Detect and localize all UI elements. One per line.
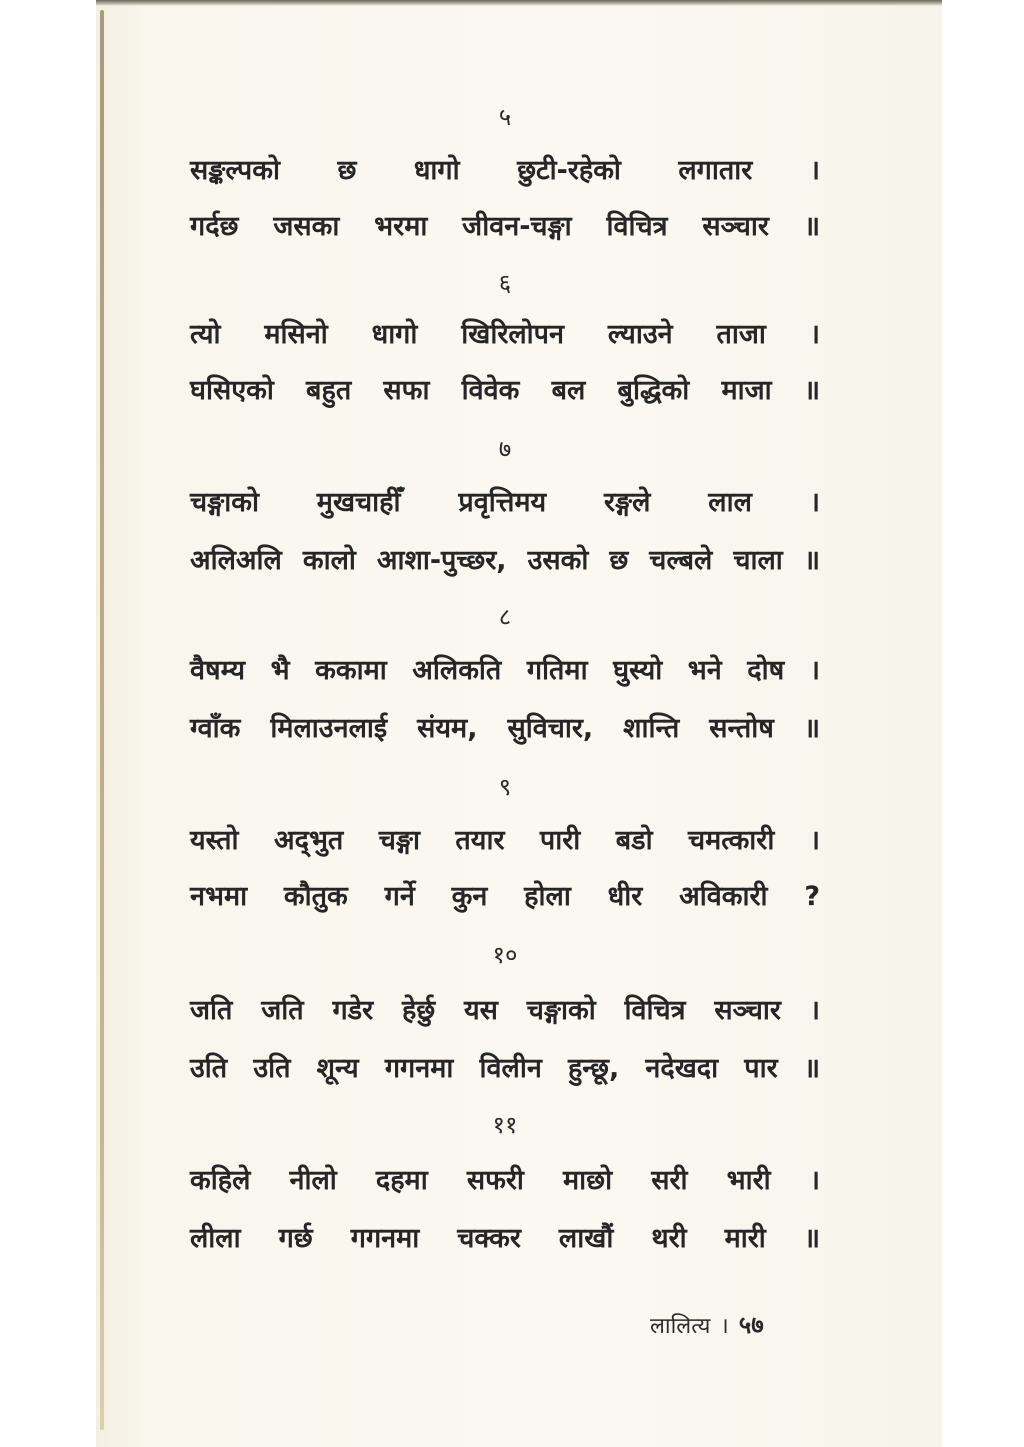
verse-number: ६: [498, 269, 512, 297]
verse-number: ७: [498, 435, 512, 463]
verse-line: त्यो मसिनो धागो खिरिलोपन ल्याउने ताजा ।: [190, 319, 820, 350]
verse-line: यस्तो अद्‌भुत चङ्गा तयार पारी बडो चमत्कारी ।: [190, 825, 820, 856]
verse-line: ग्वाँक मिलाउनलाई संयम, सुविचार, शान्ति सन्तोष ॥: [190, 713, 820, 744]
verse-line: सङ्कल्पको छ धागो छुटी-रहेको लगातार ।: [190, 155, 820, 186]
page-number: ५७: [738, 1311, 764, 1339]
verse-line: जति जति गडेर हेर्छु यस चङ्गाको विचित्र सञ्चार ।: [190, 995, 820, 1026]
verse-line: वैषम्य भै ककामा अलिकति गतिमा घुस्यो भने दोष ।: [190, 655, 820, 686]
verse-line: लीला गर्छ गगनमा चक्कर लाखौं थरी मारी ॥: [190, 1223, 820, 1254]
verse-number: ११: [492, 1111, 518, 1139]
verse-line: नभमा कौतुक गर्ने कुन होला धीर अविकारी ?: [190, 881, 820, 912]
verse-number: ९: [498, 773, 512, 801]
footer-separator: ।: [720, 1314, 729, 1339]
page-top-edge: [96, 0, 942, 6]
verse-line: चङ्गाको मुखचाहीँ प्रवृत्तिमय रङ्गले लाल ।: [190, 487, 820, 518]
verse-number: ८: [498, 603, 512, 631]
verse-number: १०: [492, 941, 518, 969]
page-footer: [650, 1308, 764, 1341]
verse-line: गर्दछ जसका भरमा जीवन-चङ्गा विचित्र सञ्चार ॥: [190, 211, 820, 242]
verse-line: अलिअलि कालो आशा-पुच्छर, उसको छ चल्बले चाला ॥: [190, 545, 820, 576]
verse-line: कहिले नीलो दहमा सफरी माछो सरी भारी ।: [190, 1165, 820, 1196]
verse-line: घसिएको बहुत सफा विवेक बल बुद्धिको माजा ॥: [190, 375, 820, 406]
book-title: लालित्य: [650, 1314, 711, 1339]
verse-number: ५: [498, 103, 512, 131]
book-spine-edge: [100, 10, 104, 1430]
verse-line: उति उति शून्य गगनमा विलीन हुन्छू, नदेखदा पार ॥: [190, 1053, 820, 1084]
